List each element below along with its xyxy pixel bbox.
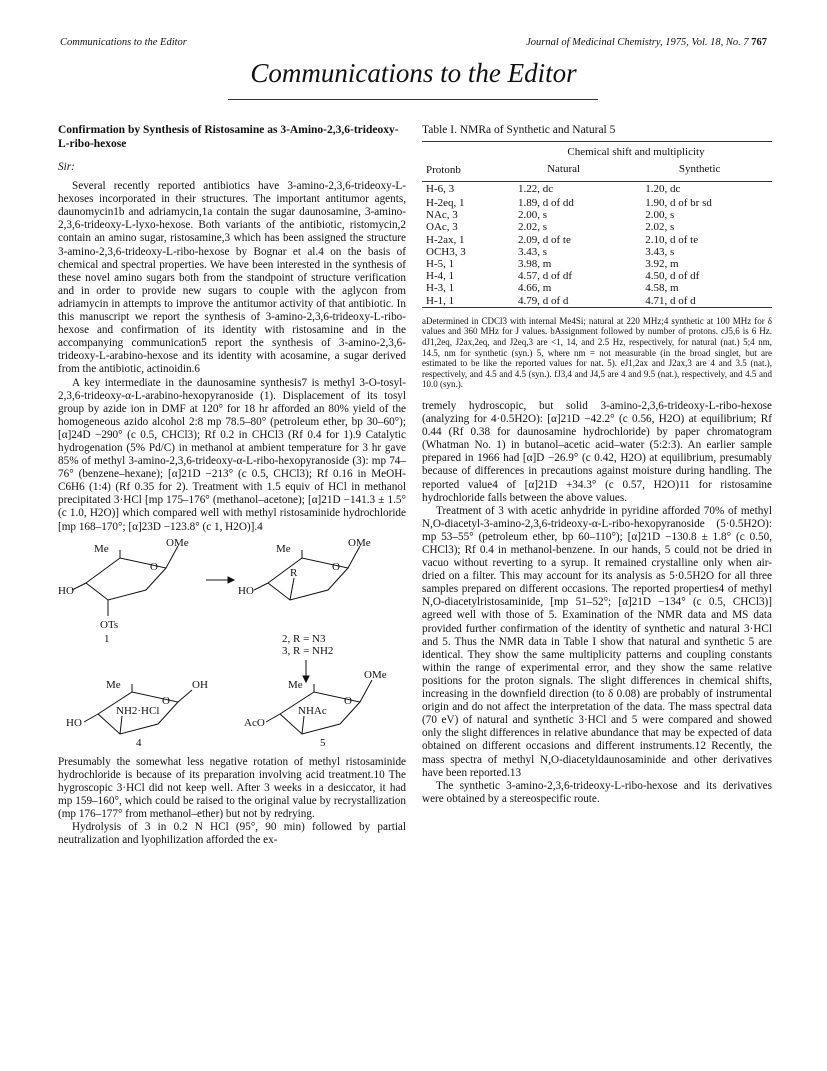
table-caption: Table I. NMRa of Synthetic and Natural 5 [422, 124, 616, 136]
label-compound-2: 2, R = N3 [282, 632, 326, 645]
table-cell-synthetic: 4.58, m [645, 282, 679, 295]
table-cell-natural: 2.00, s [517, 209, 547, 222]
table-cell-synthetic: 2.00, s [645, 209, 675, 222]
table-footnote: aDetermined in CDCl3 with internal Me4Si; natural at 220 MHz;4 synthetic at 100 MHz for δ values and 360 MHz for J values. bAssignment followed by number of protons. cJ5,6 is 6 Hz. dJ1,2eq, J2ax,2eq, and J2eq,3 are <1, 14, and 2.5 Hz, respectively, for natural (nat.) 5;4 nm, 14.5, nm for synthetic (syn.) 5, where nm = not measurable (in the broad singlet, but are estimated to be like the reported values for nat. 5). eJ1,2ax and J2ax,3 are 4 and 3.5 (nat.), respectively, and 4.5 and 4.5 (syn.). fJ3,4 and J4,5 are 4 and 9.5 (nat.), respectively, and 4.5 and 10.0 (syn.). [422, 315, 772, 390]
table-cell-synthetic: 1.20, dc [645, 183, 681, 196]
table-header-row [422, 158, 772, 181]
reaction-scheme [58, 538, 406, 748]
compound-2-3-structure [254, 546, 360, 600]
label-me-4: Me [288, 678, 303, 691]
header-journal [526, 37, 767, 48]
table-row [422, 209, 772, 221]
table-cell-natural: 4.66, m [517, 282, 552, 295]
table-group-header: Chemical shift and multiplicity [567, 146, 705, 159]
paragraph-rotation: Presumably the somewhat less negative rotation of methyl ristosaminide hydrochloride is because of its preparation involving acid treatment.10 The hygroscopic 3·HCl did not keep well. After 3 weeks in a desiccator, it had mp 159–160°, which could be raised to the original value by recrystallization (mp 176–177° from methanol–ether) but not by redrying. [58, 755, 406, 821]
right-column [422, 124, 772, 806]
label-ots: OTs [100, 618, 119, 631]
label-me-2: Me [276, 542, 291, 555]
label-o-3: O [162, 694, 170, 707]
paragraph-acetylation: Treatment of 3 with acetic anhydride in pyridine afforded 70% of methyl N,O-diacetyl-3-amino-2,3,6-trideoxy-α-L-ribo-hexopyranoside (5·0.5H2O): mp 53–55° (petroleum ether, bp 60–110°); [α]21D −130.8 ± 1.8° (c 0.50, CHCl3); Rf 0.4 in methanol-benzene. In our hands, 5 could not be dried in vacuo without reverting to a syrup. It remained crystalline only when air-dried on a filter. This may account for its analysis as 5·0.5H2O for all three samples prepared on different occasions. The reported properties4 of methyl N,O-diacetylristosaminide, [mp 51–52°; [α]21D −134° (c 0.5, CHCl3)] agreed well with those of 5. Examination of the NMR data and MS data provided further confirmation of the identity of synthetic and natural 3·HCl and 5. Thus the NMR data in Table I show that natural and synthetic 5 are identical. They show the same multiplicity patterns and coupling constants within the range of experimental error, and they show the same relative positions for the proton signals. The slight differences in chemical shifts, increasing in the downfield direction (to δ 0.08) are probably of instrumental origin and do not affect the interpretation of the data. The mass spectral data (70 eV) of natural and synthetic 3·HCl and 5 were compared and showed only the slight differences in relative abundance that may be expected of data obtained on different occasions and different instruments.12 Recently, the mass spectra of methyl N,O-diacetyldaunosaminide and other derivatives have been reported.13 [422, 504, 772, 779]
table-cell-natural: 1.22, dc [517, 183, 554, 196]
label-ho-1: HO [58, 584, 74, 597]
table-cell-synthetic: 4.71, d of d [645, 294, 696, 307]
table-row [422, 282, 772, 294]
table-cell-proton: H-6, 3 [426, 183, 455, 196]
table-cell-proton: H-2ax, 1 [426, 233, 465, 246]
salutation: Sir: [58, 161, 75, 173]
table-cell-synthetic: 3.43, s [645, 245, 675, 258]
table-row [422, 234, 772, 246]
label-aco: AcO [244, 716, 265, 729]
label-ome-1: OMe [166, 537, 189, 549]
label-nhac: NHAc [298, 704, 327, 717]
header-section: Communications to the Editor [60, 37, 187, 48]
label-ome-3: OMe [364, 668, 387, 681]
label-me-3: Me [106, 678, 121, 691]
nmr-table [422, 141, 772, 308]
paragraph-intro: Several recently reported antibiotics have 3-amino-2,3,6-trideoxy-L-hexoses incorporated in their structures. The important antitumor agents, daunomycin1b and adriamycin,1a contain the sugar daunosamine, 3-amino-2,3,6-trideoxy-L-lyxo-hexose. Both variants of the antibiotic, ristomycin,2 contain an amino sugar, ristosamine,3 which has been assigned the structure 3-amino-2,3,6-trideoxy-L-ribo-hexose by Bognar et al.4 on the basis of chemical and spectral properties. We have been interested in the synthesis of these novel amino sugars both from the standpoint of structure verification and in order to provide new sugars to couple with the aglycon from adriamycin in attempts to improve the antitumor activity of that antibiotic. In this manuscript we report the synthesis of 3-amino-2,3,6-trideoxy-L-ribo-hexose and confirmation of its identity with ristosamine and in the accompanying communication5 report the synthesis of 3-amino-2,3,6-trideoxy-L-arabino-hexose and its identity with acosamine, a sugar derived from the antibiotic, actinoidin.6 [58, 180, 406, 376]
paragraph-synthesis: A key intermediate in the daunosamine synthesis7 is methyl 3-O-tosyl-2,3,6-trideoxy-α-L-arabino-hexopyranoside (1). Displacement of its tosyl group by azide ion in DMF at 120° for 18 hr afforded an 80% yield of the homogeneous azido alcohol 2:8 mp 78.5–80° (petroleum ether, bp 30–60°); [α]24D −290° (c 0.5, CHCl3); Rf 0.2 in CHCl3 (Rf 0.4 for 1).9 Catalytic hydrogenation (5% Pd/C) in methanol at ambient temperature for 3 hr gave 85% of methyl 3-amino-2,3,6-trideoxy-α-L-ribo-hexopyranoside (3): mp 74–76° (benzene–hexane); [α]21D −213° (c 0.5, CHCl3); Rf 0.16 in MeOH-C6H6 (1:4) (Rf 0.35 for 2). Treatment with 1.5 equiv of HCl in methanol precipitated 3·HCl [mp 175–176° (methanol–acetone); [α]21D −141.3 ± 1.5° (c 1.0, H2O)] which compared well with methyl ristosaminide hydrochloride [mp 168–170°; [α]23D −123.8° (c 1, H2O)].4 [58, 376, 406, 533]
section-title: Communications to the Editor [250, 58, 577, 88]
table-row [422, 270, 772, 282]
table-cell-proton: H-1, 1 [426, 294, 455, 307]
label-o-4: O [344, 694, 352, 707]
paragraph-hydroscopic: tremely hydroscopic, but solid 3-amino-2,3,6-trideoxy-L-ribo-hexose (analyzing for 4·0.5H2O): [α]21D −42.2° (c 0.56, H2O) at equilibrium; Rf 0.44 (Rf 0.38 for daunosamine hydrochloride) by paper chromatogram (Whatman No. 1) in butanol–acetic acid–water (5:2:3). An earlier sample prepared in 1966 had [α]D −26.9° (c 0.42, H2O) at equilibrium, presumably because of differences in precautions against moisture during handling. The reported value4 of [α]21D +34.3° (c 0.57, H2O)11 for ristosamine hydrochloride falls between the above values. [422, 399, 772, 504]
label-compound-3: 3, R = NH2 [282, 644, 334, 657]
label-compound-5: 5 [320, 736, 326, 748]
table-cell-proton: H-2eq, 1 [426, 197, 465, 209]
reaction-arrow-down [303, 660, 309, 682]
table-cell-synthetic: 2.02, s [645, 221, 675, 234]
table-cell-proton: OAc, 3 [426, 221, 458, 234]
label-compound-1: 1 [104, 632, 110, 645]
label-ho-2: HO [238, 584, 254, 597]
left-column [58, 124, 406, 847]
table-cell-natural: 3.98, m [517, 258, 552, 271]
paragraph-hydrolysis: Hydrolysis of 3 in 0.2 N HCl (95°, 90 min) followed by partial neutralization and lyophilization afforded the ex- [58, 821, 406, 847]
table-cell-natural: 4.57, d of df [517, 270, 573, 283]
label-ho-3: HO [66, 716, 82, 729]
label-o-2: O [332, 560, 340, 573]
table-header-natural: Natural [547, 163, 581, 176]
table-header-synthetic: Synthetic [678, 163, 721, 176]
table-cell-natural: 4.79, d of d [517, 294, 569, 307]
table-row [422, 181, 772, 197]
table-cell-proton: H-4, 1 [426, 270, 455, 283]
label-o-1: O [150, 560, 158, 573]
table-cell-synthetic: 4.50, d of df [645, 270, 700, 283]
label-me-1: Me [94, 542, 109, 555]
label-oh: OH [192, 678, 208, 691]
table-group-row [422, 142, 772, 159]
table-body [422, 181, 772, 307]
table-cell-synthetic: 1.90, d of br sd [645, 197, 712, 209]
label-r: R [290, 566, 298, 579]
compound-1-structure [72, 546, 178, 616]
table-cell-natural: 2.09, d of te [517, 233, 571, 246]
reaction-arrow-right [206, 577, 234, 583]
table-row [422, 221, 772, 233]
table-cell-natural: 2.02, s [517, 221, 547, 234]
label-nh2hcl: NH2·HCl [116, 704, 160, 717]
table-cell-proton: H-5, 1 [426, 258, 455, 271]
table-cell-proton: NAc, 3 [426, 209, 458, 222]
label-compound-4: 4 [136, 736, 142, 748]
header-journal-title: Journal of Medicinal Chemistry, 1975, Vol. 18, No. 7 [526, 37, 749, 48]
table-cell-synthetic: 2.10, d of te [645, 233, 699, 246]
article-title: Confirmation by Synthesis of Ristosamine as 3-Amino-2,3,6-trideoxy-L-ribo-hexose [58, 124, 399, 150]
paragraph-conclusion: The synthetic 3-amino-2,3,6-trideoxy-L-ribo-hexose and its derivatives were obtained by a stereospecific route. [422, 779, 772, 805]
table-row [422, 258, 772, 270]
table-row [422, 295, 772, 308]
table-cell-synthetic: 3.92, m [645, 258, 679, 271]
table-cell-natural: 3.43, s [517, 245, 547, 258]
table-cell-natural: 1.89, d of dd [517, 197, 574, 209]
label-ome-2: OMe [348, 537, 371, 549]
table-blank-cell [422, 142, 500, 159]
title-rule [228, 99, 598, 100]
table-row [422, 246, 772, 258]
table-cell-proton: OCH3, 3 [426, 245, 466, 258]
table-header-proton: Protonb [426, 164, 461, 177]
table-row [422, 197, 772, 209]
table-cell-proton: H-3, 1 [426, 282, 455, 295]
page-number: 767 [751, 37, 767, 48]
